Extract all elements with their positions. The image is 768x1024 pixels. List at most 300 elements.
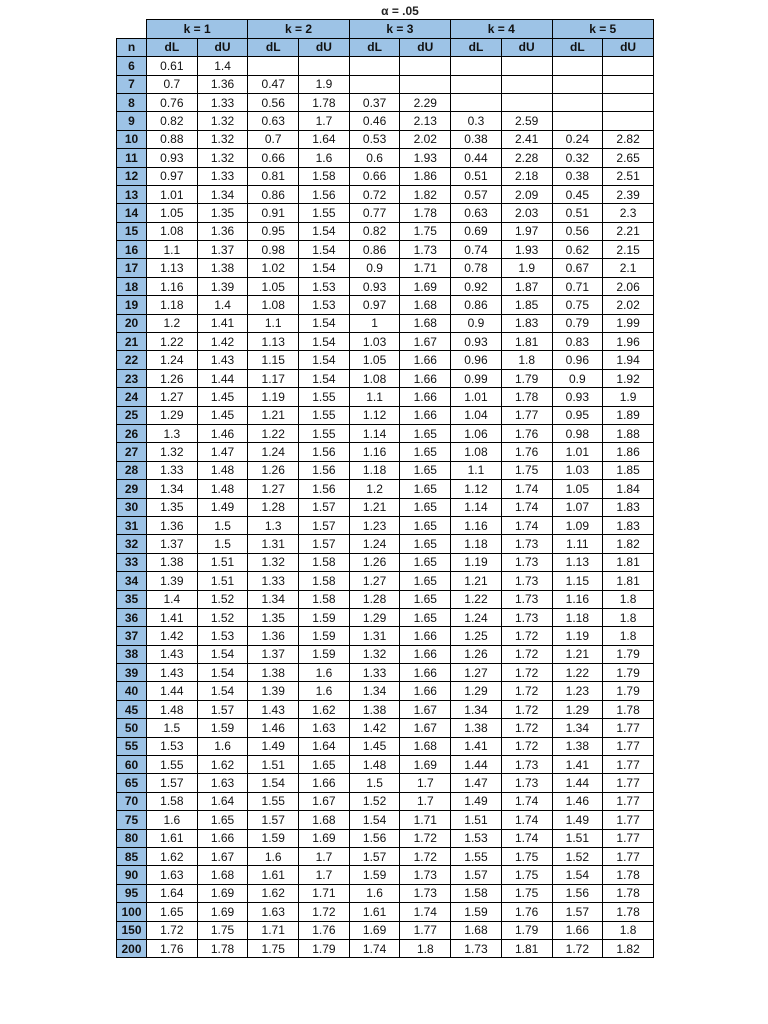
dl-value-cell: 1.48	[147, 700, 198, 718]
sub-header-row	[117, 38, 654, 56]
dl-value-cell: 1.58	[451, 884, 502, 902]
dl-value-cell	[349, 57, 400, 75]
dl-value-cell: 1.48	[349, 756, 400, 774]
dl-value-cell: 1.71	[248, 921, 299, 939]
k-header-3: k = 3	[349, 20, 450, 38]
du-value-cell: 1.65	[400, 443, 451, 461]
du-value-cell: 1.73	[501, 590, 552, 608]
dl-value-cell: 1.52	[552, 847, 603, 865]
du-value-cell: 1.5	[197, 516, 248, 534]
dl-value-cell: 1.55	[147, 756, 198, 774]
dl-value-cell: 1.34	[147, 480, 198, 498]
dl-value-cell: 1.22	[147, 333, 198, 351]
dl-header: dL	[248, 38, 299, 56]
table-row	[117, 682, 654, 700]
du-value-cell: 1.66	[400, 627, 451, 645]
dl-value-cell: 1.38	[147, 553, 198, 571]
du-value-cell: 1.9	[603, 388, 654, 406]
dl-value-cell: 1.3	[147, 424, 198, 442]
dl-value-cell: 1.54	[248, 774, 299, 792]
n-value-cell: 16	[117, 241, 147, 259]
dl-value-cell: 0.44	[451, 149, 502, 167]
du-value-cell: 1.77	[603, 737, 654, 755]
dl-value-cell: 1.28	[349, 590, 400, 608]
du-value-cell: 1.74	[400, 903, 451, 921]
du-value-cell: 1.82	[400, 185, 451, 203]
dl-value-cell: 0.82	[147, 112, 198, 130]
du-value-cell: 1.78	[400, 204, 451, 222]
du-value-cell: 1.49	[197, 498, 248, 516]
du-value-cell: 1.67	[400, 700, 451, 718]
dl-value-cell: 1.29	[552, 700, 603, 718]
table-row	[117, 314, 654, 332]
table-row	[117, 369, 654, 387]
n-value-cell: 60	[117, 756, 147, 774]
dl-value-cell: 1.2	[349, 480, 400, 498]
dl-value-cell: 1.44	[451, 756, 502, 774]
dl-value-cell: 1.76	[147, 939, 198, 957]
dl-value-cell: 0.3	[451, 112, 502, 130]
dl-value-cell: 1.38	[349, 700, 400, 718]
dl-value-cell: 0.69	[451, 222, 502, 240]
dl-value-cell: 1.68	[451, 921, 502, 939]
du-value-cell: 1.65	[400, 553, 451, 571]
n-value-cell: 21	[117, 333, 147, 351]
n-value-cell: 95	[117, 884, 147, 902]
du-value-cell: 1.58	[299, 572, 350, 590]
dl-value-cell: 0.45	[552, 185, 603, 203]
du-value-cell: 1.79	[603, 682, 654, 700]
dl-value-cell: 1.1	[451, 461, 502, 479]
table-row	[117, 93, 654, 111]
du-value-cell: 1.9	[501, 259, 552, 277]
du-value-cell: 2.82	[603, 130, 654, 148]
dl-value-cell: 1.01	[552, 443, 603, 461]
dl-value-cell: 0.95	[552, 406, 603, 424]
du-value-cell: 1.48	[197, 461, 248, 479]
dl-value-cell: 1.41	[451, 737, 502, 755]
du-value-cell: 1.65	[400, 461, 451, 479]
n-column-header: n	[117, 38, 147, 56]
du-value-cell: 1.63	[299, 719, 350, 737]
du-value-cell: 1.68	[299, 811, 350, 829]
n-value-cell: 32	[117, 535, 147, 553]
du-value-cell: 1.32	[197, 130, 248, 148]
du-value-cell: 1.77	[501, 406, 552, 424]
dl-value-cell: 0.62	[552, 241, 603, 259]
du-value-cell: 2.51	[603, 167, 654, 185]
dl-value-cell: 1.38	[248, 664, 299, 682]
dl-value-cell: 1.15	[248, 351, 299, 369]
dl-value-cell: 0.95	[248, 222, 299, 240]
du-value-cell: 2.03	[501, 204, 552, 222]
table-row	[117, 461, 654, 479]
dl-value-cell: 1.53	[147, 737, 198, 755]
du-value-cell: 1.66	[400, 645, 451, 663]
du-value-cell: 1.93	[400, 149, 451, 167]
dl-value-cell: 1.12	[451, 480, 502, 498]
dl-value-cell: 0.47	[248, 75, 299, 93]
dl-value-cell: 1.73	[451, 939, 502, 957]
table-row	[117, 351, 654, 369]
dl-value-cell: 1.23	[552, 682, 603, 700]
du-value-cell: 1.79	[603, 664, 654, 682]
n-value-cell: 33	[117, 553, 147, 571]
du-value-cell: 1.75	[501, 847, 552, 865]
n-value-cell: 38	[117, 645, 147, 663]
n-value-cell: 36	[117, 608, 147, 626]
du-value-cell: 1.48	[197, 480, 248, 498]
dl-value-cell: 1.33	[248, 572, 299, 590]
dl-value-cell: 0.99	[451, 369, 502, 387]
n-value-cell: 45	[117, 700, 147, 718]
du-value-cell: 1.84	[603, 480, 654, 498]
du-value-cell: 1.7	[400, 792, 451, 810]
du-value-cell: 1.75	[197, 921, 248, 939]
table-row	[117, 756, 654, 774]
du-value-cell: 1.65	[400, 572, 451, 590]
du-value-cell: 1.64	[197, 792, 248, 810]
table-row	[117, 296, 654, 314]
du-value-cell: 1.54	[299, 369, 350, 387]
du-value-cell: 1.32	[197, 112, 248, 130]
dl-value-cell: 1.24	[248, 443, 299, 461]
dl-value-cell: 0.38	[451, 130, 502, 148]
k-header-row	[117, 20, 654, 38]
table-row	[117, 572, 654, 590]
du-value-cell: 1.68	[197, 866, 248, 884]
du-value-cell: 2.13	[400, 112, 451, 130]
du-value-cell: 1.89	[603, 406, 654, 424]
dl-header: dL	[552, 38, 603, 56]
du-value-cell: 1.66	[400, 369, 451, 387]
du-value-cell: 2.41	[501, 130, 552, 148]
dl-value-cell: 1.46	[552, 792, 603, 810]
dl-value-cell: 0.66	[248, 149, 299, 167]
dl-value-cell: 1.3	[248, 516, 299, 534]
n-value-cell: 22	[117, 351, 147, 369]
du-value-cell: 1.74	[501, 811, 552, 829]
du-value-cell: 1.42	[197, 333, 248, 351]
du-value-cell: 1.73	[501, 756, 552, 774]
n-value-cell: 12	[117, 167, 147, 185]
dl-value-cell: 0.7	[248, 130, 299, 148]
dl-value-cell: 1.05	[349, 351, 400, 369]
n-value-cell: 90	[117, 866, 147, 884]
dl-value-cell: 1.43	[147, 645, 198, 663]
du-value-cell	[299, 57, 350, 75]
n-value-cell: 27	[117, 443, 147, 461]
n-value-cell: 31	[117, 516, 147, 534]
du-value-cell: 1.72	[501, 700, 552, 718]
du-value-cell: 1.54	[299, 241, 350, 259]
table-row	[117, 664, 654, 682]
dl-value-cell: 1.29	[349, 608, 400, 626]
n-value-cell: 37	[117, 627, 147, 645]
dl-value-cell: 1.26	[349, 553, 400, 571]
n-value-cell: 150	[117, 921, 147, 939]
du-value-cell	[400, 75, 451, 93]
du-value-cell: 1.51	[197, 572, 248, 590]
table-row	[117, 516, 654, 534]
dl-value-cell: 0.56	[552, 222, 603, 240]
dl-value-cell: 1.26	[451, 645, 502, 663]
n-value-cell: 17	[117, 259, 147, 277]
table-row	[117, 866, 654, 884]
alpha-label: α = .05	[381, 3, 419, 18]
n-value-cell: 28	[117, 461, 147, 479]
du-header: dU	[400, 38, 451, 56]
dl-value-cell: 1.44	[147, 682, 198, 700]
du-value-cell: 1.4	[197, 57, 248, 75]
du-value-cell: 1.58	[299, 553, 350, 571]
du-value-cell: 1.77	[603, 756, 654, 774]
dl-value-cell: 1.14	[349, 424, 400, 442]
dl-value-cell: 0.93	[451, 333, 502, 351]
du-value-cell: 1.72	[501, 664, 552, 682]
dl-value-cell: 1.62	[147, 847, 198, 865]
n-value-cell: 85	[117, 847, 147, 865]
dl-value-cell: 1.38	[451, 719, 502, 737]
dl-value-cell: 1.57	[147, 774, 198, 792]
dl-value-cell: 0.96	[552, 351, 603, 369]
dl-value-cell: 1.6	[349, 884, 400, 902]
dl-value-cell: 0.71	[552, 277, 603, 295]
dl-value-cell: 1.36	[248, 627, 299, 645]
du-value-cell: 1.73	[501, 553, 552, 571]
dl-value-cell: 1.49	[552, 811, 603, 829]
dl-value-cell: 1.57	[552, 903, 603, 921]
du-value-cell: 1.35	[197, 204, 248, 222]
du-value-cell: 1.6	[299, 664, 350, 682]
dl-value-cell: 1.16	[349, 443, 400, 461]
dl-value-cell: 1.63	[147, 866, 198, 884]
du-value-cell: 1.82	[603, 535, 654, 553]
dl-value-cell: 1.08	[349, 369, 400, 387]
du-value-cell: 1.54	[299, 314, 350, 332]
dl-value-cell: 0.82	[349, 222, 400, 240]
table-row	[117, 811, 654, 829]
du-value-cell: 1.99	[603, 314, 654, 332]
du-value-cell: 1.77	[603, 792, 654, 810]
du-value-cell: 1.57	[299, 535, 350, 553]
dl-value-cell: 1.56	[552, 884, 603, 902]
dl-value-cell: 0.9	[552, 369, 603, 387]
dl-value-cell: 0.67	[552, 259, 603, 277]
n-value-cell: 30	[117, 498, 147, 516]
dl-value-cell: 1.59	[451, 903, 502, 921]
du-value-cell: 1.57	[299, 516, 350, 534]
du-value-cell: 1.79	[299, 939, 350, 957]
du-value-cell: 1.73	[400, 884, 451, 902]
dl-value-cell: 1.53	[451, 829, 502, 847]
du-value-cell: 1.78	[603, 866, 654, 884]
du-value-cell: 1.68	[400, 296, 451, 314]
dl-value-cell: 1.06	[451, 424, 502, 442]
du-value-cell: 1.43	[197, 351, 248, 369]
du-value-cell: 1.83	[501, 314, 552, 332]
du-value-cell: 2.65	[603, 149, 654, 167]
du-value-cell: 1.32	[197, 149, 248, 167]
du-value-cell: 1.77	[603, 774, 654, 792]
dl-value-cell: 1.39	[147, 572, 198, 590]
dl-value-cell: 1.75	[248, 939, 299, 957]
du-value-cell: 1.74	[501, 516, 552, 534]
dl-value-cell: 1.4	[147, 590, 198, 608]
n-value-cell: 19	[117, 296, 147, 314]
du-value-cell: 1.75	[501, 866, 552, 884]
du-value-cell: 1.77	[603, 811, 654, 829]
table-row	[117, 333, 654, 351]
dl-value-cell: 1.27	[451, 664, 502, 682]
dl-value-cell: 1.6	[248, 847, 299, 865]
du-value-cell: 1.76	[501, 443, 552, 461]
table-row	[117, 719, 654, 737]
dl-value-cell: 1.32	[248, 553, 299, 571]
du-value-cell: 1.94	[603, 351, 654, 369]
dl-value-cell: 0.91	[248, 204, 299, 222]
du-value-cell: 1.73	[501, 535, 552, 553]
du-value-cell: 1.92	[603, 369, 654, 387]
dl-value-cell: 0.57	[451, 185, 502, 203]
dl-header: dL	[147, 38, 198, 56]
table-row	[117, 388, 654, 406]
dl-value-cell: 1.15	[552, 572, 603, 590]
n-value-cell: 13	[117, 185, 147, 203]
n-value-cell: 80	[117, 829, 147, 847]
n-value-cell: 23	[117, 369, 147, 387]
du-value-cell: 1.67	[400, 719, 451, 737]
dl-value-cell: 1.55	[248, 792, 299, 810]
table-row	[117, 903, 654, 921]
table-row	[117, 75, 654, 93]
dl-value-cell: 1.51	[248, 756, 299, 774]
dl-value-cell	[451, 57, 502, 75]
du-value-cell: 1.78	[197, 939, 248, 957]
du-value-cell: 1.86	[400, 167, 451, 185]
du-value-cell: 1.82	[603, 939, 654, 957]
dl-value-cell: 0.98	[248, 241, 299, 259]
du-value-cell: 1.72	[400, 829, 451, 847]
du-value-cell: 1.55	[299, 204, 350, 222]
dl-value-cell: 1.45	[349, 737, 400, 755]
dl-value-cell: 1.42	[147, 627, 198, 645]
du-value-cell	[501, 75, 552, 93]
du-value-cell: 1.41	[197, 314, 248, 332]
dl-value-cell: 1.55	[451, 847, 502, 865]
du-value-cell: 1.63	[197, 774, 248, 792]
table-row	[117, 480, 654, 498]
dl-value-cell: 1.32	[349, 645, 400, 663]
dl-value-cell: 0.86	[349, 241, 400, 259]
du-value-cell: 1.54	[299, 222, 350, 240]
dl-value-cell: 0.86	[451, 296, 502, 314]
dl-value-cell: 1.35	[248, 608, 299, 626]
du-value-cell: 1.46	[197, 424, 248, 442]
du-value-cell: 1.74	[501, 829, 552, 847]
du-value-cell: 1.66	[400, 388, 451, 406]
du-value-cell	[603, 57, 654, 75]
table-row	[117, 553, 654, 571]
n-value-cell: 100	[117, 903, 147, 921]
du-header: dU	[197, 38, 248, 56]
dl-value-cell: 1.61	[349, 903, 400, 921]
du-value-cell: 1.64	[299, 130, 350, 148]
du-value-cell: 1.53	[299, 277, 350, 295]
dl-value-cell: 1.1	[147, 241, 198, 259]
k-header-1: k = 1	[147, 20, 248, 38]
du-value-cell: 1.59	[299, 608, 350, 626]
dl-value-cell: 1.61	[248, 866, 299, 884]
dl-value-cell: 1.08	[248, 296, 299, 314]
dl-value-cell: 1.56	[349, 829, 400, 847]
dl-value-cell: 1.31	[349, 627, 400, 645]
dl-value-cell: 1.18	[349, 461, 400, 479]
dl-value-cell: 1.52	[349, 792, 400, 810]
du-value-cell: 1.58	[299, 167, 350, 185]
du-value-cell: 1.66	[197, 829, 248, 847]
du-value-cell: 1.79	[603, 645, 654, 663]
corner-blank	[117, 20, 147, 38]
du-value-cell: 1.59	[299, 627, 350, 645]
dl-value-cell: 1.16	[147, 277, 198, 295]
dl-value-cell: 1.42	[349, 719, 400, 737]
du-value-cell: 1.73	[400, 866, 451, 884]
dl-value-cell	[552, 93, 603, 111]
du-value-cell: 1.81	[603, 553, 654, 571]
dl-value-cell: 1.63	[248, 903, 299, 921]
table-row	[117, 167, 654, 185]
dl-value-cell: 0.53	[349, 130, 400, 148]
dl-value-cell: 0.83	[552, 333, 603, 351]
du-value-cell: 1.65	[400, 424, 451, 442]
table-body	[117, 57, 654, 958]
du-value-cell: 1.66	[400, 351, 451, 369]
dl-value-cell: 0.32	[552, 149, 603, 167]
dl-value-cell: 1.27	[147, 388, 198, 406]
n-value-cell: 40	[117, 682, 147, 700]
table-row	[117, 443, 654, 461]
n-value-cell: 7	[117, 75, 147, 93]
alpha-row	[117, 2, 654, 20]
du-value-cell: 1.65	[400, 535, 451, 553]
dl-value-cell: 1.39	[248, 682, 299, 700]
n-value-cell: 35	[117, 590, 147, 608]
dl-value-cell: 1.57	[248, 811, 299, 829]
du-value-cell: 2.02	[400, 130, 451, 148]
dl-value-cell: 0.9	[451, 314, 502, 332]
dl-value-cell: 1.28	[248, 498, 299, 516]
du-value-cell: 1.57	[197, 700, 248, 718]
dl-value-cell: 0.75	[552, 296, 603, 314]
dl-value-cell: 1.41	[552, 756, 603, 774]
dl-value-cell	[451, 93, 502, 111]
dl-value-cell: 1.65	[147, 903, 198, 921]
dl-value-cell: 1.74	[349, 939, 400, 957]
du-value-cell: 2.18	[501, 167, 552, 185]
du-value-cell: 1.55	[299, 406, 350, 424]
dl-value-cell	[451, 75, 502, 93]
dl-value-cell: 1.05	[552, 480, 603, 498]
du-value-cell: 1.8	[501, 351, 552, 369]
du-value-cell: 1.7	[299, 847, 350, 865]
dl-value-cell: 1.21	[552, 645, 603, 663]
dl-value-cell: 1.72	[552, 939, 603, 957]
du-value-cell: 1.45	[197, 388, 248, 406]
dl-value-cell: 0.9	[349, 259, 400, 277]
du-value-cell: 1.78	[299, 93, 350, 111]
dl-value-cell: 1.1	[349, 388, 400, 406]
